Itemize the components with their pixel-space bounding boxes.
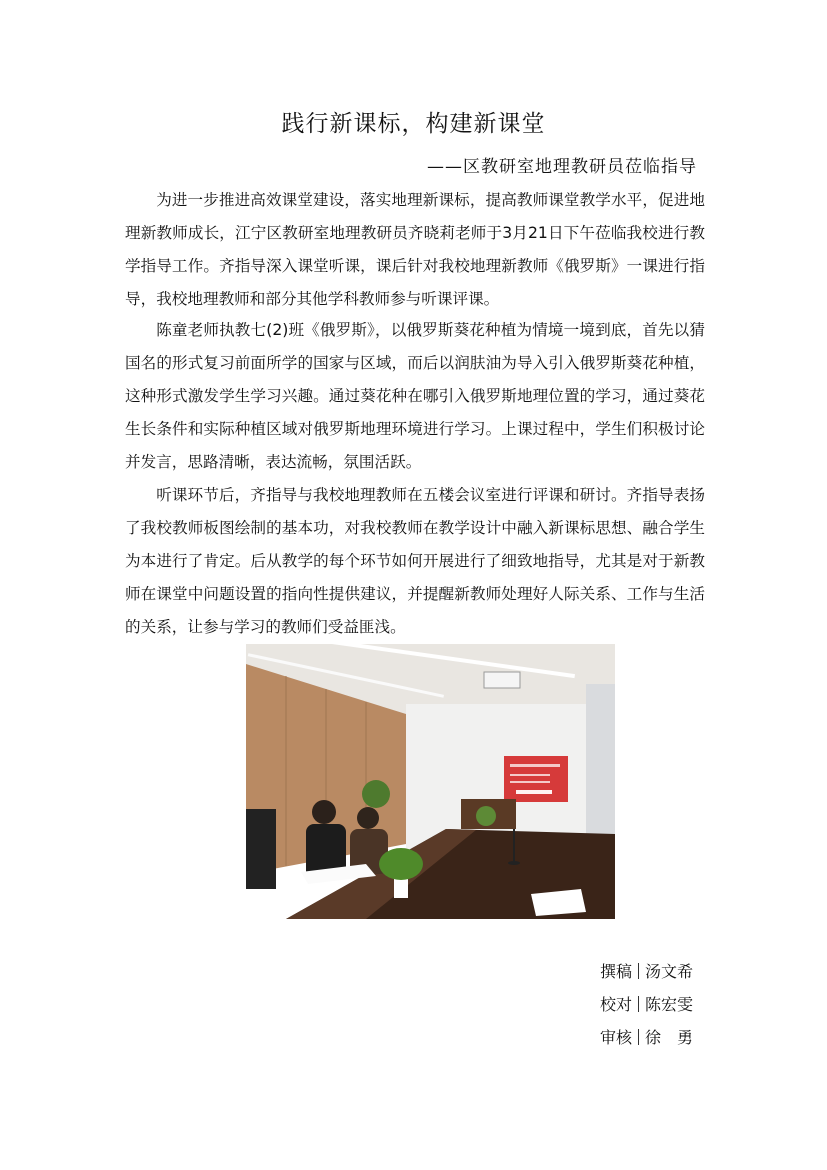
credit-name: 汤文希 (645, 962, 694, 981)
person-1-head (312, 800, 336, 824)
article-title: 践行新课标，构建新课堂 (281, 111, 546, 137)
paragraph-1: 为进一步推进高效课堂建设，落实地理新课标，提高教师课堂教学水平，促进地理新教师成长，江宁区教研室地理教研员齐晓莉老师于3月21日下午莅临我校进行教学指导工作。齐指导深入课堂听课，课后针对我校地理新教师《俄罗斯》一课进行指导，我校地理教师和部分其他学科教师参与听课评课。 (125, 191, 705, 308)
credit-writer (600, 955, 693, 988)
credit-role: 校对 (600, 995, 633, 1014)
meeting-room-illustration (246, 644, 615, 919)
paragraph-2: 陈童老师执教七(2)班《俄罗斯》，以俄罗斯葵花种植为情境一境到底，首先以猜国名的形式复习前面所学的国家与区域，而后以润肤油为导入引入俄罗斯葵花种植，这种形式激发学生学习兴趣。通过葵花种在哪引入俄罗斯地理位置的学习，通过葵花生长条件和实际种植区域对俄罗斯地理环境进行学习。上课过程中，学生们积极讨论并发言，思路清晰，表达流畅，氛围活跃。 (125, 321, 705, 471)
paragraph-3: 听课环节后，齐指导与我校地理教师在五楼会议室进行评课和研讨。齐指导表扬了我校教师板图绘制的基本功，对我校教师在教学设计中融入新课标思想、融合学生为本进行了肯定。后从教学的每个环节如何开展进行了细致地指导，尤其是对于新教师在课堂中问题设置的指向性提供建议，并提醒新教师处理好人际关系、工作与生活的关系，让参与学习的教师们受益匪浅。 (125, 486, 705, 636)
credit-separator (638, 996, 639, 1012)
person-2-head (357, 807, 379, 829)
plant-back (362, 780, 390, 808)
credit-role: 撰稿 (600, 962, 633, 981)
chair-left (246, 809, 276, 889)
presentation-screen (504, 756, 568, 802)
meeting-room-photo (246, 644, 615, 919)
credit-role: 审核 (600, 1028, 633, 1047)
projector (484, 672, 520, 688)
credit-proofreader (600, 988, 693, 1021)
credit-name: 陈宏雯 (645, 995, 694, 1014)
credit-name: 徐 勇 (645, 1028, 694, 1047)
article-subtitle: ——区教研室地理教研员莅临指导 (427, 157, 697, 177)
credit-reviewer (600, 1021, 693, 1054)
credit-separator (638, 963, 639, 979)
credit-separator (638, 1029, 639, 1045)
front-plant (379, 848, 423, 880)
plant-mid (476, 806, 496, 826)
credits-block (600, 955, 693, 1054)
